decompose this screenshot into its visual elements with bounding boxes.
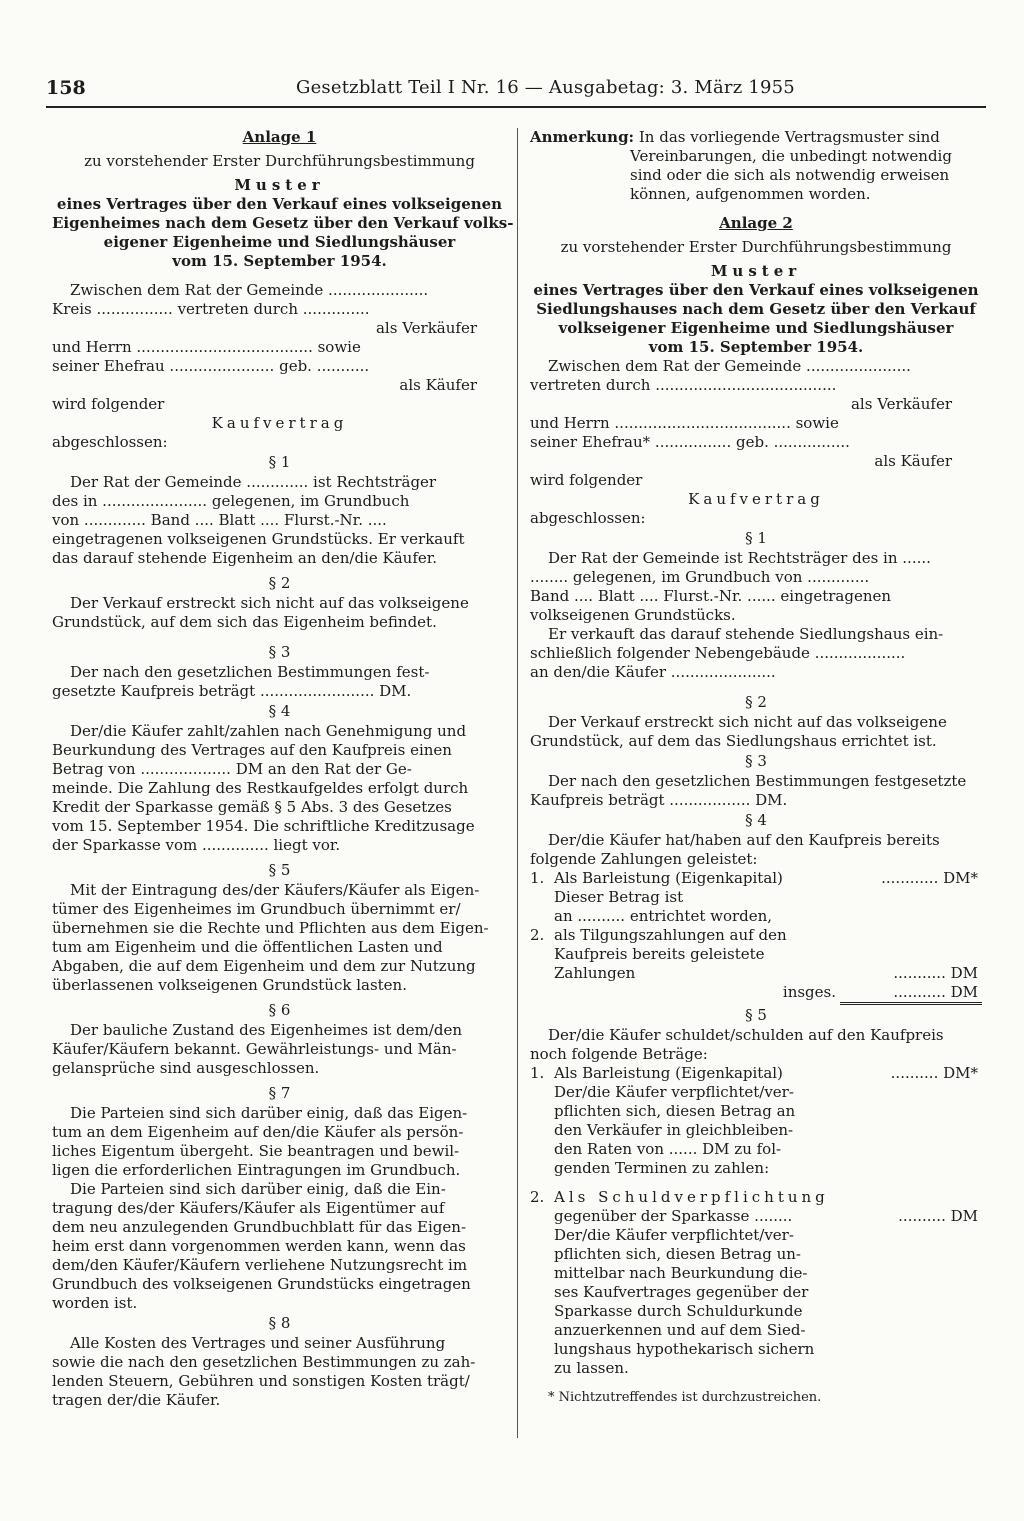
paragraph-line: übernehmen sie die Rechte und Pflichten aus dem Eigen- [52, 919, 489, 937]
list-item: Zahlungen ........... DM [554, 964, 978, 982]
anlage-2-reference: zu vorstehender Erster Durchführungsbestimmung [560, 238, 952, 256]
paragraph-line: Der nach den gesetzlichen Bestimmungen festgesetzte [548, 772, 967, 790]
contract-title-line: vom 15. September 1954. [172, 252, 387, 270]
list-item: lungshaus hypothekarisch sichern [554, 1340, 815, 1358]
party-line: wird folgender [530, 471, 643, 489]
section-heading: § 2 [745, 693, 767, 711]
abgeschlossen-line: abgeschlossen: [530, 509, 646, 527]
section-heading: § 1 [268, 453, 291, 471]
muster-heading: Muster [710, 262, 802, 280]
list-item: 2. Als Schuldverpflichtung [530, 1188, 829, 1206]
list-item: 1. Als Barleistung (Eigenkapital) .......... DM* [530, 1064, 978, 1082]
party-line: Zwischen dem Rat der Gemeinde ...................... [548, 357, 911, 375]
paragraph-line: Die Parteien sind sich darüber einig, daß das Eigen- [70, 1104, 468, 1122]
section-heading: § 5 [268, 861, 291, 879]
list-item: pflichten sich, diesen Betrag an [554, 1102, 796, 1120]
paragraph-line: gelansprüche sind ausgeschlossen. [52, 1059, 320, 1077]
right-column [530, 128, 982, 1405]
list-item: ses Kaufvertrages gegenüber der [554, 1283, 809, 1301]
paragraph-line: überlassenen volkseigenen Grundstück lasten. [52, 976, 407, 994]
section-heading: § 3 [745, 752, 767, 770]
anmerkung-label: Anmerkung: [530, 128, 635, 146]
list-item: 1. Als Barleistung (Eigenkapital) ............ DM* [530, 869, 978, 887]
paragraph-line: ........ gelegenen, im Grundbuch von ............. [530, 568, 870, 586]
paragraph-line: meinde. Die Zahlung des Restkaufgeldes erfolgt durch [52, 779, 469, 797]
paragraph-line: dem/den Käufer/Käufern verliehene Nutzungsrecht im [52, 1256, 468, 1274]
anlage-1-reference: zu vorstehender Erster Durchführungsbestimmung [84, 152, 475, 170]
paragraph-line: der Sparkasse vom .............. liegt vor. [52, 836, 341, 854]
anmerkung-line: können, aufgenommen worden. [630, 185, 871, 203]
contract-title-line: vom 15. September 1954. [648, 338, 864, 356]
list-item-total: insges. ........... DM [782, 983, 978, 1001]
party-role: als Verkäufer [375, 319, 477, 337]
anlage-2-heading: Anlage 2 [719, 214, 793, 232]
payments-list [530, 869, 982, 1005]
list-item: Sparkasse durch Schuldurkunde [554, 1302, 803, 1320]
paragraph-line: liches Eigentum übergeht. Sie beantragen und bewil- [52, 1142, 460, 1160]
section-heading: § 7 [268, 1084, 291, 1102]
paragraph-line: lenden Steuern, Gebühren und sonstigen Kosten trägt/ [52, 1372, 470, 1390]
paragraph-line: Beurkundung des Vertrages auf den Kaufpreis einen [52, 741, 452, 759]
paragraph-line: gesetzte Kaufpreis beträgt ........................ DM. [52, 682, 412, 700]
muster-heading: Muster [234, 176, 325, 194]
party-line: seiner Ehefrau* ................ geb. ................ [530, 433, 850, 451]
paragraph-line: ligen die erforderlichen Eintragungen im Grundbuch. [52, 1161, 461, 1179]
paragraph-line: tum am Eigenheim und die öffentlichen Lasten und [52, 938, 443, 956]
debts-list [530, 1064, 982, 1378]
paragraph-line: schließlich folgender Nebengebäude ................... [530, 644, 906, 662]
list-spacer [530, 1178, 982, 1188]
party-line: vertreten durch ...................................... [530, 376, 837, 394]
header-rule [46, 106, 986, 108]
paragraph-line: Grundstück, auf dem sich das Eigenheim befindet. [52, 613, 437, 631]
list-item: den Verkäufer in gleichbleiben- [554, 1121, 794, 1139]
paragraph-line: Band .... Blatt .... Flurst.-Nr. ...... eingetragenen [530, 587, 892, 605]
page-header [46, 73, 986, 103]
party-line: und Herrn ..................................... sowie [530, 414, 839, 432]
contract-title-line: volkseigener Eigenheime und Siedlungshäuser [558, 319, 954, 337]
left-column [52, 128, 514, 1410]
paragraph-line: Die Parteien sind sich darüber einig, daß die Ein- [70, 1180, 446, 1198]
paragraph-line: Kaufpreis beträgt ................. DM. [530, 791, 788, 809]
party-line: Zwischen dem Rat der Gemeinde ..................... [70, 281, 429, 299]
party-line: wird folgender [52, 395, 165, 413]
list-item: den Raten von ...... DM zu fol- [554, 1140, 782, 1158]
paragraph-line: sowie die nach den gesetzlichen Bestimmungen zu zah- [52, 1353, 476, 1371]
paragraph-line: Grundbuch des volkseigenen Grundstücks eingetragen [52, 1275, 471, 1293]
paragraph-line: dem neu anzulegenden Grundbuchblatt für das Eigen- [52, 1218, 467, 1236]
paragraph-line: des in ...................... gelegenen, im Grundbuch [52, 492, 410, 510]
list-item: gegenüber der Sparkasse ........ .......... DM [554, 1207, 978, 1225]
paragraph-line: Der nach den gesetzlichen Bestimmungen fest- [70, 663, 430, 681]
party-role: als Verkäufer [850, 395, 952, 413]
paragraph-line: Betrag von ................... DM an den Rat der Ge- [52, 760, 412, 778]
paragraph-line: Der Verkauf erstreckt sich nicht auf das volkseigene [548, 713, 947, 731]
section-heading: § 5 [745, 1006, 767, 1024]
list-item: genden Terminen zu zahlen: [554, 1159, 770, 1177]
list-item: mittelbar nach Beurkundung die- [554, 1264, 808, 1282]
paragraph-line: Käufer/Käufern bekannt. Gewährleistungs- und Män- [52, 1040, 457, 1058]
paragraph-line: noch folgende Beträge: [530, 1045, 708, 1063]
contract-title-line: eines Vertrages über den Verkauf eines volkseigenen [56, 195, 503, 213]
party-role: als Käufer [874, 452, 952, 470]
section-heading: § 1 [745, 529, 767, 547]
paragraph-line: volkseigenen Grundstücks. [530, 606, 736, 624]
paragraph-line: Er verkauft das darauf stehende Siedlungshaus ein- [548, 625, 944, 643]
paragraph-line: Grundstück, auf dem das Siedlungshaus errichtet ist. [530, 732, 937, 750]
section-heading: § 4 [268, 702, 291, 720]
contract-title-line: eines Vertrages über den Verkauf eines volkseigenen [533, 281, 979, 299]
running-title: Gesetzblatt Teil I Nr. 16 — Ausgabetag: 3. März 1955 [296, 77, 795, 98]
section-heading: § 4 [745, 811, 767, 829]
list-item: anzuerkennen und auf dem Sied- [554, 1321, 806, 1339]
list-item: zu lassen. [554, 1359, 629, 1377]
paragraph-line: an den/die Käufer ...................... [530, 663, 776, 681]
paragraph-line: Der/die Käufer hat/haben auf den Kaufpreis bereits [548, 831, 940, 849]
party-role: als Käufer [399, 376, 477, 394]
list-item: an .......... entrichtet worden, [554, 907, 773, 925]
list-item: Der/die Käufer verpflichtet/ver- [554, 1083, 794, 1101]
list-item: 2. als Tilgungszahlungen auf den [530, 926, 787, 944]
paragraph-line: von ............. Band .... Blatt .... Flurst.-Nr. .... [52, 511, 387, 529]
paragraph-line: Der/die Käufer schuldet/schulden auf den Kaufpreis [548, 1026, 944, 1044]
paragraph-line: folgende Zahlungen geleistet: [530, 850, 758, 868]
section-heading: § 3 [268, 643, 291, 661]
list-item: Dieser Betrag ist [554, 888, 684, 906]
paragraph-line: heim erst dann vorgenommen werden kann, wenn das [52, 1237, 466, 1255]
party-line: Kreis ................ vertreten durch .............. [52, 300, 370, 318]
contract-title-line: Siedlungshauses nach dem Gesetz über den Verkauf [536, 300, 976, 318]
paragraph-line: Der bauliche Zustand des Eigenheimes ist dem/den [70, 1021, 463, 1039]
paragraph-line: Abgaben, die auf dem Eigenheim und dem zur Nutzung [52, 957, 476, 975]
list-item: Der/die Käufer verpflichtet/ver- [554, 1226, 794, 1244]
anmerkung-line: sind oder die sich als notwendig erweisen [630, 166, 950, 184]
paragraph-line: tum an dem Eigenheim auf den/die Käufer als persön- [52, 1123, 464, 1141]
kaufvertrag-heading: Kaufvertrag [211, 414, 348, 432]
section-heading: § 2 [268, 574, 291, 592]
section-heading: § 6 [268, 1001, 291, 1019]
paragraph-line: tragen der/die Käufer. [52, 1391, 221, 1409]
section-heading: § 8 [268, 1314, 291, 1332]
paragraph-line: Der Verkauf erstreckt sich nicht auf das volkseigene [70, 594, 469, 612]
paragraph-line: vom 15. September 1954. Die schriftliche Kreditzusage [52, 817, 475, 835]
paragraph-line: tragung des/der Käufers/Käufer als Eigentümer auf [52, 1199, 445, 1217]
kaufvertrag-heading: Kaufvertrag [688, 490, 824, 508]
paragraph-line: Kredit der Sparkasse gemäß § 5 Abs. 3 des Gesetzes [52, 798, 452, 816]
list-item: Kaufpreis bereits geleistete [554, 945, 765, 963]
party-line: und Herrn ..................................... sowie [52, 338, 361, 356]
anmerkung-line: Vereinbarungen, die unbedingt notwendig [630, 147, 952, 165]
page-number: 158 [46, 77, 86, 99]
paragraph-line: Mit der Eintragung des/der Käufers/Käufer als Eigen- [70, 881, 480, 899]
paragraph-line: Der Rat der Gemeinde ist Rechtsträger des in ...... [548, 549, 931, 567]
abgeschlossen-line: abgeschlossen: [52, 433, 168, 451]
paragraph-line: das darauf stehende Eigenheim an den/die Käufer. [52, 549, 438, 567]
paragraph-line: eingetragenen volkseigenen Grundstücks. Er verkauft [52, 530, 465, 548]
party-line: seiner Ehefrau ...................... geb. ........... [52, 357, 370, 375]
anmerkung-line: Anmerkung: In das vorliegende Vertragsmuster sind [530, 128, 940, 146]
list-item: pflichten sich, diesen Betrag un- [554, 1245, 801, 1263]
paragraph-line: tümer des Eigenheimes im Grundbuch übernimmt er/ [52, 900, 461, 918]
contract-title-line: Eigenheimes nach dem Gesetz über den Verkauf volks- [52, 214, 514, 232]
footnote: * Nichtzutreffendes ist durchzustreichen. [548, 1390, 822, 1405]
anlage-1-heading: Anlage 1 [242, 128, 317, 146]
paragraph-line: Der/die Käufer zahlt/zahlen nach Genehmigung und [70, 722, 467, 740]
column-divider [517, 128, 518, 1438]
paragraph-line: Alle Kosten des Vertrages und seiner Ausführung [70, 1334, 446, 1352]
paragraph-line: worden ist. [52, 1294, 138, 1312]
paragraph-line: Der Rat der Gemeinde ............. ist Rechtsträger [70, 473, 437, 491]
contract-title-line: eigener Eigenheime und Siedlungshäuser [103, 233, 456, 251]
